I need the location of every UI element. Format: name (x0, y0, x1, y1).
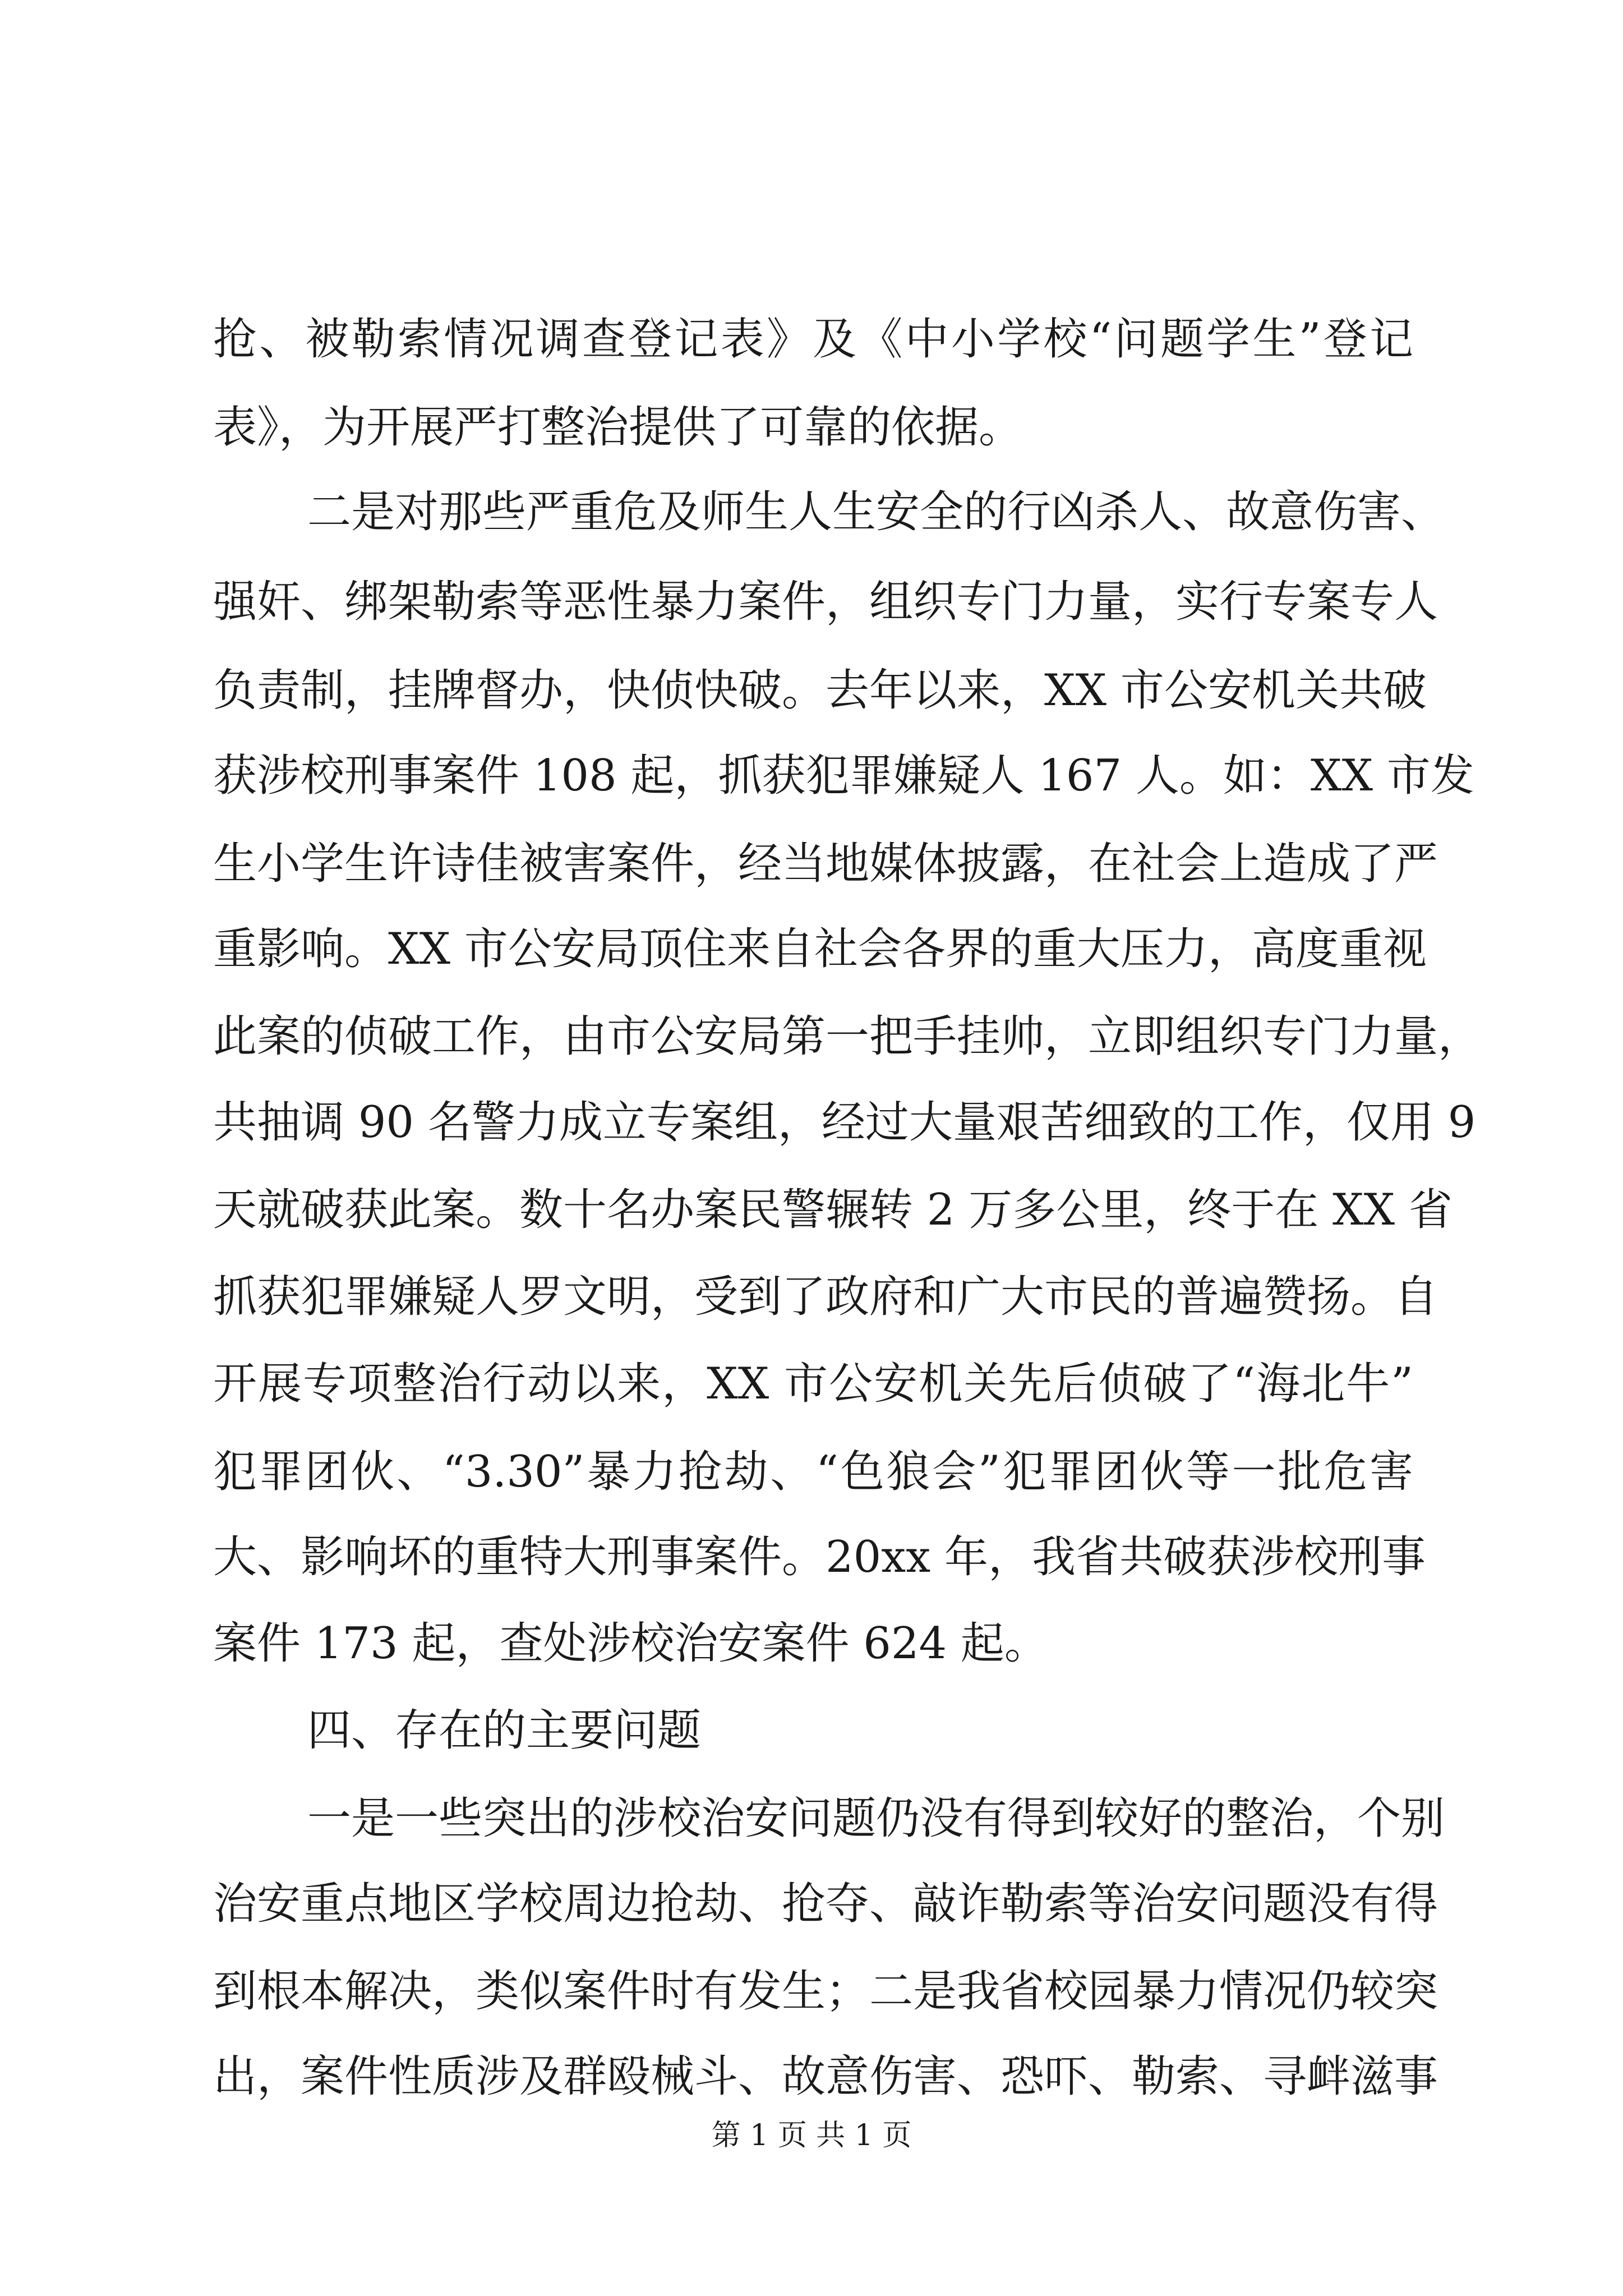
text-line: 生小学生许诗佳被害案件，经当地媒体披露，在社会上造成了严 (213, 839, 1438, 889)
text-line: 获涉校刑事案件 108 起，抓获犯罪嫌疑人 167 人。如：XX 市发 (213, 751, 1474, 801)
text-line: 共抽调 90 名警力成立专案组，经过大量艰苦细致的工作，仅用 9 (213, 1097, 1476, 1148)
text-line: 治安重点地区学校周边抢劫、抢夺、敲诈勒索等治安问题没有得 (213, 1879, 1438, 1929)
text-line: 到根本解决，类似案件时有发生；二是我省校园暴力情况仍较突 (213, 1966, 1438, 2017)
page-footer: 第 1 页 共 1 页 (711, 2119, 912, 2152)
text-line: 一是一些突出的涉校治安问题仍没有得到较好的整治，个别 (307, 1793, 1445, 1844)
text-line: 出，案件性质涉及群殴械斗、故意伤害、恐吓、勒索、寻衅滋事 (213, 2051, 1438, 2102)
text-line: 大、影响坏的重特大刑事案件。20xx 年，我省共破获涉校刑事 (213, 1532, 1426, 1582)
text-line: 案件 173 起，查处涉校治安案件 624 起。 (213, 1618, 1048, 1669)
text-line: 负责制，挂牌督办，快侦快破。去年以来，XX 市公安机关共破 (213, 665, 1427, 716)
text-line: 开展专项整治行动以来，XX 市公安机关先后侦破了“海北牛” (213, 1359, 1413, 1409)
text-line: 强奸、绑架勒索等恶性暴力案件，组织专门力量，实行专案专人 (213, 577, 1438, 627)
text-line: 二是对那些严重危及师生人生安全的行凶杀人、故意伤害、 (307, 487, 1445, 537)
section-heading: 四、存在的主要问题 (307, 1705, 702, 1756)
text-line: 抓获犯罪嫌疑人罗文明，受到了政府和广大市民的普遍赞扬。自 (213, 1272, 1438, 1322)
text-line: 天就破获此案。数十名办案民警辗转 2 万多公里，终于在 XX 省 (213, 1185, 1453, 1235)
text-line: 抢、被勒索情况调查登记表》及《中小学校“问题学生”登记 (213, 314, 1413, 365)
text-line: 犯罪团伙、“3.30”暴力抢劫、“色狼会”犯罪团伙等一批危害 (213, 1447, 1413, 1497)
text-line: 重影响。XX 市公安局顶住来自社会各界的重大压力，高度重视 (213, 924, 1427, 974)
text-line: 表》，为开展严打整治提供了可靠的依据。 (213, 402, 1023, 453)
text-line: 此案的侦破工作，由市公安局第一把手挂帅，立即组织专门力量， (213, 1011, 1482, 1062)
